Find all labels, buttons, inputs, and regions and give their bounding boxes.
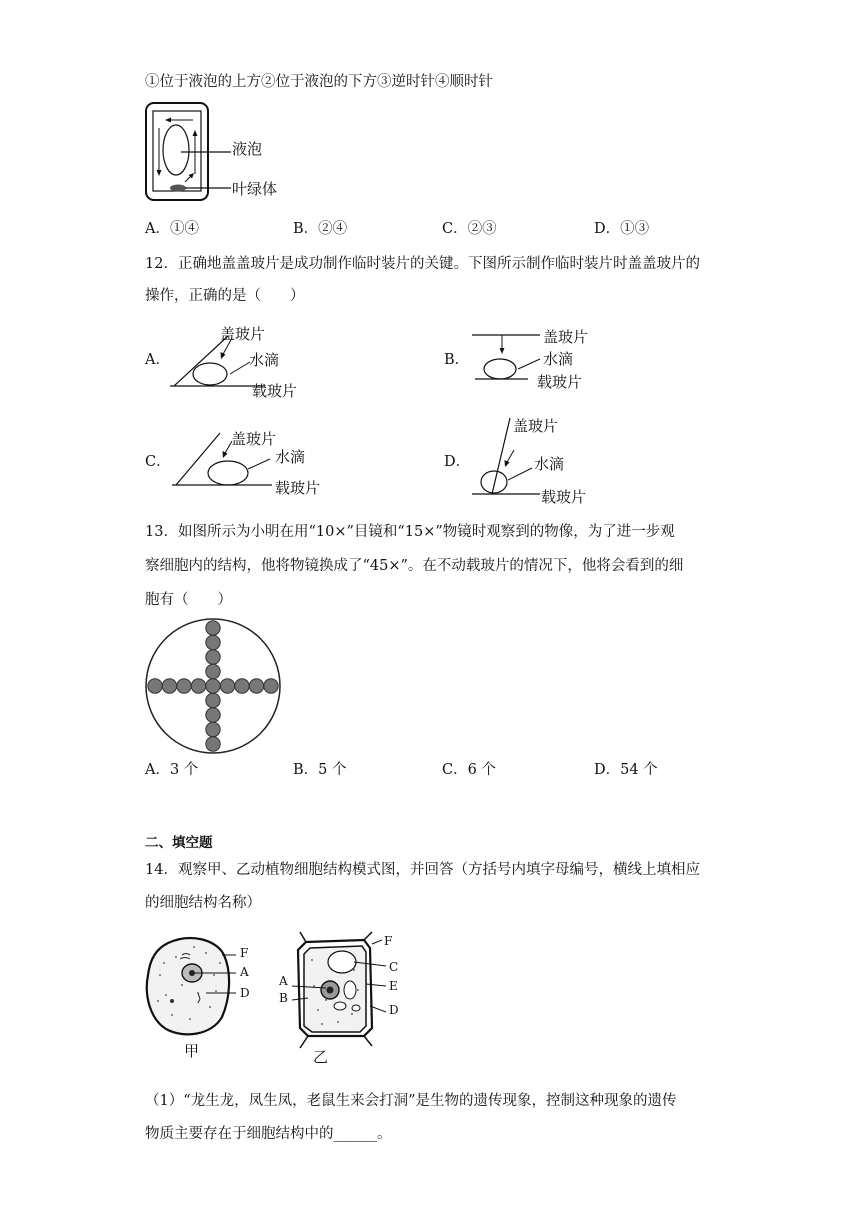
cell-dot bbox=[249, 679, 263, 693]
section-title: 二、填空题 bbox=[145, 835, 213, 851]
q13-stem-line2: 察细胞内的结构，他将物镜换成了“45×”。在不动载玻片的情况下，他将会看到的细 bbox=[145, 558, 684, 574]
q14-sub1-line1: （1）“龙生龙，凤生凤，老鼠生来会打洞”是生物的遗传现象，控制这种现象的遗传 bbox=[145, 1093, 677, 1109]
q12-b-slide-label: 载玻片 bbox=[537, 373, 583, 391]
q12-c-water-label: 水滴 bbox=[275, 448, 306, 466]
q14-caption-jia: 甲 bbox=[184, 1042, 200, 1060]
cell-dot bbox=[206, 621, 220, 635]
cell-dot bbox=[206, 679, 220, 693]
q14-a-letter-a: A bbox=[240, 965, 249, 979]
cell-dot bbox=[206, 635, 220, 649]
q14-b-letter-e: E bbox=[389, 979, 398, 993]
q14-b-letter-a: A bbox=[279, 974, 288, 988]
q12-b-water-label: 水滴 bbox=[543, 350, 574, 368]
q14-a-letter-f: F bbox=[240, 946, 249, 960]
q12-option-d-letter: D． bbox=[444, 454, 471, 470]
q12-c-slide-label: 载玻片 bbox=[275, 479, 321, 497]
q14-b-letter-d: D bbox=[389, 1003, 399, 1017]
chloroplast-label: 叶绿体 bbox=[232, 180, 278, 198]
cell-dot bbox=[206, 737, 220, 751]
cell-dot bbox=[206, 722, 220, 736]
q14-b-letter-f: F bbox=[384, 934, 393, 948]
vacuole-label: 液泡 bbox=[232, 140, 263, 158]
q13-stem-line1: 13．如图所示为小明在用“10×”目镜和“15×”物镜时观察到的物像，为了进一步观 bbox=[145, 524, 675, 540]
cell-dot bbox=[162, 679, 176, 693]
q14-sub1-line2: 物质主要存在于细胞结构中的______。 bbox=[145, 1126, 392, 1142]
q12-b-coverslip-label: 盖玻片 bbox=[543, 328, 589, 346]
cell-dot bbox=[235, 679, 249, 693]
q14-b-letter-c: C bbox=[389, 960, 399, 974]
q13-stem-line3: 胞有（ ） bbox=[145, 592, 232, 608]
cell-dot bbox=[206, 708, 220, 722]
q13-option-c: C．6 个 bbox=[442, 762, 496, 778]
q14-a-letter-d: D bbox=[240, 986, 250, 1000]
q12-stem-line1: 12．正确地盖盖玻片是成功制作临时装片的关键。下图所示制作临时装片时盖盖玻片的 bbox=[145, 256, 700, 272]
q14-plant-cell bbox=[278, 930, 418, 1060]
q11-option-d: D．①③ bbox=[594, 221, 650, 237]
q12-option-a-letter: A． bbox=[145, 352, 170, 368]
q14-stem-line1: 14．观察甲、乙动植物细胞结构模式图，并回答（方括号内填字母编号，横线上填相应 bbox=[145, 862, 700, 878]
q12-option-b-letter: B． bbox=[444, 352, 470, 368]
cell-dot bbox=[206, 664, 220, 678]
q12-d-slide-label: 载玻片 bbox=[541, 488, 587, 506]
q12-c-coverslip-label: 盖玻片 bbox=[231, 430, 277, 448]
q12-a-coverslip-label: 盖玻片 bbox=[220, 325, 266, 343]
q13-option-b: B．5 个 bbox=[293, 762, 347, 778]
q12-option-c-letter: C． bbox=[145, 454, 171, 470]
q14-caption-yi: 乙 bbox=[313, 1048, 329, 1066]
q13-option-a: A．3 个 bbox=[145, 762, 199, 778]
q14-stem-line2: 的细胞结构名称） bbox=[145, 895, 261, 911]
cell-dot bbox=[177, 679, 191, 693]
q12-d-coverslip-label: 盖玻片 bbox=[513, 417, 559, 435]
cell-dot bbox=[148, 679, 162, 693]
cell-dot bbox=[220, 679, 234, 693]
q14-b-letter-b: B bbox=[279, 991, 288, 1005]
q11-option-c: C．②③ bbox=[442, 221, 497, 237]
q12-a-slide-label: 载玻片 bbox=[252, 382, 298, 400]
cell-dot bbox=[191, 679, 205, 693]
q11-stem-tail: ①位于液泡的上方②位于液泡的下方③逆时针④顺时针 bbox=[145, 74, 493, 90]
q12-a-water-label: 水滴 bbox=[249, 351, 280, 369]
cell-dot bbox=[206, 693, 220, 707]
q11-option-b: B．②④ bbox=[293, 221, 348, 237]
q12-d-water-label: 水滴 bbox=[534, 455, 565, 473]
q11-option-a: A．①④ bbox=[145, 221, 199, 237]
q13-field-of-view bbox=[145, 618, 285, 758]
cell-dot bbox=[206, 650, 220, 664]
q13-option-d: D．54 个 bbox=[594, 762, 658, 778]
cell-dot bbox=[264, 679, 278, 693]
q12-stem-line2: 操作，正确的是（ ） bbox=[145, 288, 305, 304]
